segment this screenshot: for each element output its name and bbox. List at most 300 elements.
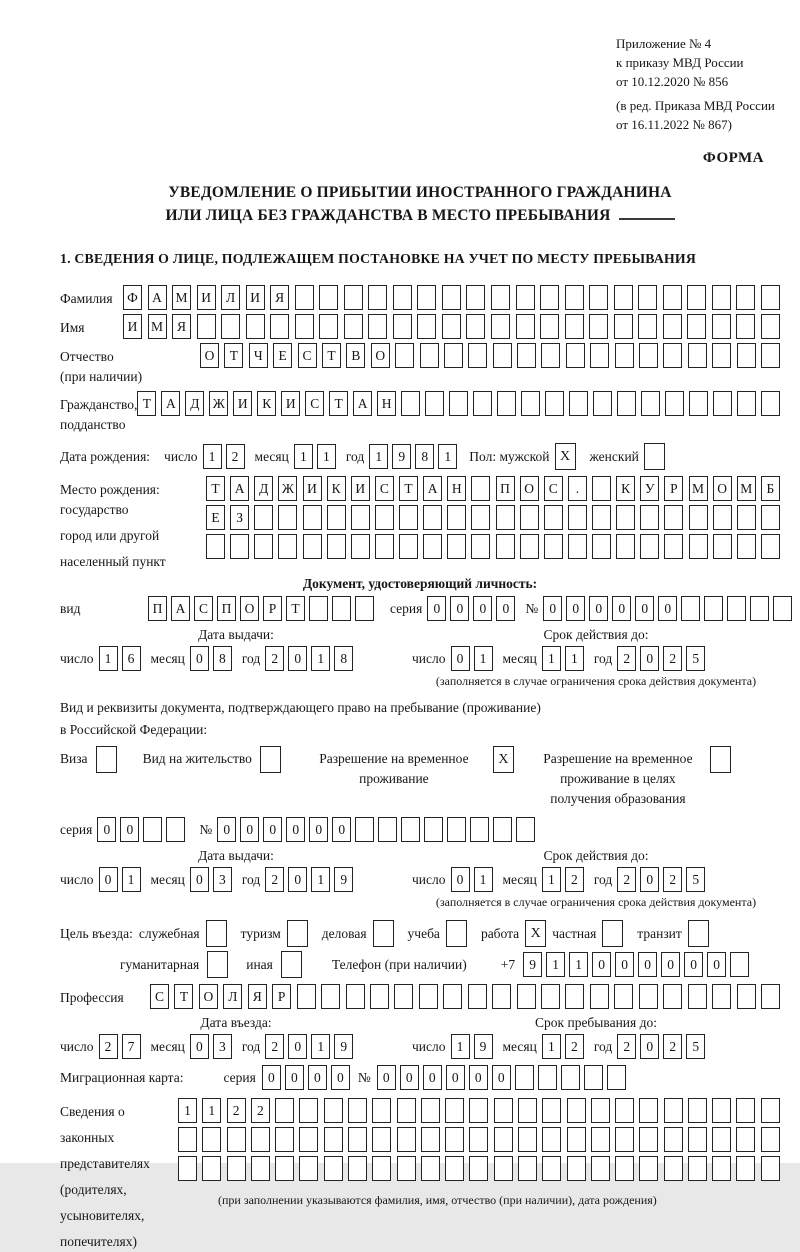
purpose-tourism-checkbox bbox=[287, 920, 308, 947]
expiry-date-title: Срок действия до: bbox=[543, 627, 649, 642]
char-cell bbox=[712, 984, 731, 1009]
char-cell bbox=[468, 343, 487, 368]
char-cell: 3 bbox=[213, 867, 232, 892]
birth-place-cells-row1 bbox=[206, 476, 780, 501]
permit-expiry-month-cells bbox=[542, 867, 584, 892]
char-cell: О bbox=[240, 596, 259, 621]
char-cell bbox=[638, 285, 657, 310]
char-cell bbox=[375, 534, 394, 559]
char-cell: 0 bbox=[707, 952, 726, 977]
male-checkbox bbox=[555, 443, 576, 470]
char-cell bbox=[712, 1098, 731, 1123]
char-cell: Е bbox=[273, 343, 292, 368]
char-cell bbox=[470, 817, 489, 842]
char-cell: X bbox=[555, 443, 576, 470]
char-cell bbox=[517, 984, 536, 1009]
char-cell: 1 bbox=[542, 867, 561, 892]
birth-date-label: Дата рождения: bbox=[60, 448, 151, 464]
char-cell bbox=[568, 505, 587, 530]
char-cell bbox=[589, 285, 608, 310]
char-cell bbox=[397, 1098, 416, 1123]
char-cell bbox=[689, 391, 708, 416]
char-cell: 0 bbox=[658, 596, 677, 621]
char-cell bbox=[496, 505, 515, 530]
char-cell: 3 bbox=[213, 1034, 232, 1059]
char-cell: 0 bbox=[615, 952, 634, 977]
char-cell bbox=[614, 285, 633, 310]
char-cell bbox=[207, 951, 228, 978]
permit-issue-month-cells bbox=[190, 867, 232, 892]
char-cell: Т bbox=[137, 391, 156, 416]
char-cell bbox=[591, 1156, 610, 1181]
char-cell bbox=[378, 817, 397, 842]
permit-expiry-day-cells bbox=[451, 867, 493, 892]
char-cell bbox=[730, 952, 749, 977]
char-cell bbox=[561, 1065, 580, 1090]
char-cell: О bbox=[199, 984, 218, 1009]
char-cell bbox=[281, 951, 302, 978]
char-cell: 5 bbox=[686, 646, 705, 671]
char-cell bbox=[761, 391, 780, 416]
char-cell bbox=[663, 285, 682, 310]
char-cell bbox=[497, 391, 516, 416]
char-cell: 1 bbox=[178, 1098, 197, 1123]
char-cell bbox=[351, 505, 370, 530]
char-cell bbox=[761, 343, 780, 368]
permit-issue-title: Дата выдачи: bbox=[198, 848, 274, 863]
entry-month-cells bbox=[190, 1034, 232, 1059]
char-cell: 0 bbox=[240, 817, 259, 842]
char-cell: 0 bbox=[640, 646, 659, 671]
char-cell bbox=[641, 391, 660, 416]
residence-doc-options bbox=[60, 745, 780, 809]
page-title bbox=[60, 181, 780, 227]
char-cell bbox=[713, 505, 732, 530]
char-cell: 6 bbox=[122, 646, 141, 671]
birth-place-cells-row2 bbox=[206, 505, 780, 530]
char-cell bbox=[544, 505, 563, 530]
char-cell bbox=[737, 391, 756, 416]
name-row bbox=[60, 314, 780, 339]
char-cell bbox=[689, 534, 708, 559]
char-cell bbox=[615, 1098, 634, 1123]
stay-month-cells bbox=[542, 1034, 584, 1059]
char-cell: С bbox=[544, 476, 563, 501]
char-cell: И bbox=[233, 391, 252, 416]
permit-series-cells bbox=[97, 817, 185, 842]
char-cell: П bbox=[496, 476, 515, 501]
char-cell: 0 bbox=[543, 596, 562, 621]
char-cell bbox=[444, 343, 463, 368]
purpose-transit-checkbox bbox=[688, 920, 709, 947]
char-cell: 2 bbox=[663, 646, 682, 671]
char-cell bbox=[590, 984, 609, 1009]
revision-line: (в ред. Приказа МВД России bbox=[616, 98, 775, 113]
char-cell bbox=[518, 1156, 537, 1181]
profession-cells bbox=[150, 984, 780, 1009]
char-cell bbox=[471, 505, 490, 530]
char-cell bbox=[494, 1127, 513, 1152]
expiry-month-cells bbox=[542, 646, 584, 671]
char-cell bbox=[614, 314, 633, 339]
residence-permit-checkbox bbox=[260, 746, 281, 773]
char-cell bbox=[689, 505, 708, 530]
char-cell bbox=[275, 1156, 294, 1181]
permit-issue-year-cells bbox=[265, 867, 353, 892]
char-cell bbox=[278, 534, 297, 559]
char-cell bbox=[736, 314, 755, 339]
title-line-1: УВЕДОМЛЕНИЕ О ПРИБЫТИИ ИНОСТРАННОГО ГРАЖДАНИНА bbox=[168, 184, 672, 201]
stay-until-title: Срок пребывания до: bbox=[535, 1015, 657, 1030]
char-cell: И bbox=[281, 391, 300, 416]
char-cell: Ч bbox=[249, 343, 268, 368]
char-cell bbox=[688, 1127, 707, 1152]
temp-permit-checkbox bbox=[493, 746, 514, 773]
char-cell: 0 bbox=[684, 952, 703, 977]
birth-place-cells-row3 bbox=[206, 534, 780, 559]
char-cell bbox=[681, 596, 700, 621]
char-cell bbox=[544, 534, 563, 559]
char-cell bbox=[640, 505, 659, 530]
char-cell bbox=[202, 1127, 221, 1152]
char-cell bbox=[736, 1098, 755, 1123]
char-cell bbox=[420, 343, 439, 368]
char-cell bbox=[227, 1156, 246, 1181]
char-cell bbox=[351, 534, 370, 559]
temp-permit-edu-option bbox=[534, 745, 731, 809]
char-cell bbox=[521, 391, 540, 416]
char-cell bbox=[372, 1098, 391, 1123]
char-cell: X bbox=[493, 746, 514, 773]
char-cell bbox=[221, 314, 240, 339]
char-cell bbox=[449, 391, 468, 416]
char-cell bbox=[761, 1098, 780, 1123]
char-cell bbox=[493, 343, 512, 368]
char-cell bbox=[639, 1098, 658, 1123]
char-cell: М bbox=[148, 314, 167, 339]
char-cell bbox=[568, 534, 587, 559]
char-cell bbox=[466, 314, 485, 339]
char-cell: 9 bbox=[334, 867, 353, 892]
char-cell bbox=[227, 1127, 246, 1152]
char-cell: 1 bbox=[474, 646, 493, 671]
char-cell bbox=[520, 534, 539, 559]
char-cell bbox=[687, 314, 706, 339]
char-cell bbox=[372, 1127, 391, 1152]
char-cell: 0 bbox=[400, 1065, 419, 1090]
char-cell bbox=[638, 314, 657, 339]
char-cell: П bbox=[148, 596, 167, 621]
char-cell: 1 bbox=[122, 867, 141, 892]
char-cell bbox=[309, 596, 328, 621]
char-cell bbox=[542, 1127, 561, 1152]
char-cell bbox=[516, 817, 535, 842]
char-cell bbox=[712, 314, 731, 339]
char-cell bbox=[445, 1156, 464, 1181]
char-cell bbox=[712, 1156, 731, 1181]
char-cell bbox=[567, 1098, 586, 1123]
char-cell bbox=[324, 1156, 343, 1181]
char-cell bbox=[591, 1098, 610, 1123]
char-cell bbox=[275, 1127, 294, 1152]
char-cell bbox=[299, 1098, 318, 1123]
char-cell bbox=[520, 505, 539, 530]
char-cell: 0 bbox=[661, 952, 680, 977]
char-cell: С bbox=[150, 984, 169, 1009]
char-cell bbox=[584, 1065, 603, 1090]
char-cell: А bbox=[171, 596, 190, 621]
issue-year-cells bbox=[265, 646, 353, 671]
entry-dates: Дата въезда: число 2 7 месяц 0 3 год 2 0 1 9 Срок пребывания до: число 1 9 месяц 1 2 год 2 0 2 5 bbox=[60, 1015, 780, 1059]
char-cell bbox=[664, 1127, 683, 1152]
char-cell bbox=[395, 343, 414, 368]
purpose-business-checkbox bbox=[373, 920, 394, 947]
char-cell: 2 bbox=[251, 1098, 270, 1123]
char-cell bbox=[737, 984, 756, 1009]
char-cell bbox=[445, 1098, 464, 1123]
char-cell: 0 bbox=[263, 817, 282, 842]
char-cell bbox=[592, 476, 611, 501]
citizenship-cells bbox=[137, 391, 780, 416]
char-cell: 1 bbox=[99, 646, 118, 671]
char-cell bbox=[491, 314, 510, 339]
char-cell: 1 bbox=[317, 444, 336, 469]
char-cell: Т bbox=[224, 343, 243, 368]
char-cell bbox=[761, 505, 780, 530]
char-cell: 5 bbox=[686, 1034, 705, 1059]
char-cell: О bbox=[371, 343, 390, 368]
char-cell: 0 bbox=[496, 596, 515, 621]
char-cell bbox=[516, 314, 535, 339]
char-cell: 1 bbox=[369, 444, 388, 469]
char-cell bbox=[303, 505, 322, 530]
expiry-note: (заполняется в случае ограничения срока действия документа) bbox=[435, 674, 757, 688]
char-cell bbox=[297, 984, 316, 1009]
char-cell bbox=[736, 1156, 755, 1181]
char-cell bbox=[494, 1098, 513, 1123]
char-cell: С bbox=[305, 391, 324, 416]
char-cell bbox=[542, 1156, 561, 1181]
char-cell: 1 bbox=[311, 646, 330, 671]
temp-permit-edu-label: Разрешение на временное проживание в целях получения образования bbox=[543, 751, 693, 806]
char-cell: 0 bbox=[288, 867, 307, 892]
char-cell bbox=[469, 1156, 488, 1181]
char-cell bbox=[496, 534, 515, 559]
char-cell: М bbox=[172, 285, 191, 310]
birth-date-row bbox=[60, 443, 780, 470]
char-cell bbox=[469, 1127, 488, 1152]
phone-label: Телефон (при наличии) bbox=[331, 956, 467, 972]
char-cell bbox=[324, 1098, 343, 1123]
surname-cells bbox=[123, 285, 780, 310]
phone-cells bbox=[523, 952, 749, 977]
char-cell bbox=[401, 391, 420, 416]
doc-type-label: вид bbox=[60, 600, 81, 616]
char-cell bbox=[518, 1098, 537, 1123]
char-cell: 0 bbox=[288, 1034, 307, 1059]
char-cell bbox=[565, 314, 584, 339]
char-cell bbox=[254, 534, 273, 559]
annex-line: к приказу МВД России bbox=[616, 55, 744, 70]
char-cell: 0 bbox=[309, 817, 328, 842]
annex-line: Приложение № 4 bbox=[616, 36, 712, 51]
stay-day-cells bbox=[451, 1034, 493, 1059]
char-cell: А bbox=[423, 476, 442, 501]
migration-card-label: Миграционная карта: bbox=[60, 1069, 184, 1085]
title-line-2: ИЛИ ЛИЦА БЕЗ ГРАЖДАНСТВА В МЕСТО ПРЕБЫВАНИЯ bbox=[60, 204, 780, 227]
char-cell bbox=[750, 596, 769, 621]
char-cell bbox=[639, 1127, 658, 1152]
char-cell: 8 bbox=[415, 444, 434, 469]
char-cell: 0 bbox=[97, 817, 116, 842]
char-cell: . bbox=[568, 476, 587, 501]
char-cell bbox=[332, 596, 351, 621]
permit-expiry-title: Срок действия до: bbox=[543, 848, 649, 863]
char-cell: 1 bbox=[294, 444, 313, 469]
char-cell: 9 bbox=[523, 952, 542, 977]
char-cell: О bbox=[713, 476, 732, 501]
char-cell: 1 bbox=[565, 646, 584, 671]
char-cell: Н bbox=[447, 476, 466, 501]
char-cell: Е bbox=[206, 505, 225, 530]
char-cell bbox=[616, 505, 635, 530]
char-cell: Я bbox=[248, 984, 267, 1009]
char-cell bbox=[178, 1127, 197, 1152]
char-cell bbox=[287, 920, 308, 947]
char-cell bbox=[399, 505, 418, 530]
permit-number-cells bbox=[217, 817, 535, 842]
char-cell bbox=[639, 984, 658, 1009]
char-cell bbox=[727, 596, 746, 621]
profession-label: Профессия bbox=[60, 990, 124, 1005]
char-cell bbox=[761, 285, 780, 310]
patronymic-cells bbox=[200, 343, 780, 368]
char-cell: 0 bbox=[190, 646, 209, 671]
char-cell bbox=[324, 1127, 343, 1152]
char-cell bbox=[664, 1098, 683, 1123]
char-cell: Я bbox=[172, 314, 191, 339]
char-cell bbox=[538, 1065, 557, 1090]
char-cell bbox=[447, 817, 466, 842]
birth-place-label: Место рождения: государство город или другой населенный пункт bbox=[60, 482, 166, 569]
purpose-label: Цель въезда: bbox=[60, 925, 133, 941]
char-cell: 1 bbox=[569, 952, 588, 977]
char-cell: X bbox=[525, 920, 546, 947]
expiry-year-cells bbox=[617, 646, 705, 671]
issue-date-title: Дата выдачи: bbox=[198, 627, 274, 642]
char-cell: 2 bbox=[565, 1034, 584, 1059]
permit-expiry-note: (заполняется в случае ограничения срока действия документа) bbox=[435, 895, 757, 909]
char-cell: 0 bbox=[592, 952, 611, 977]
char-cell bbox=[737, 343, 756, 368]
temp-permit-edu-checkbox bbox=[710, 746, 731, 773]
char-cell: 0 bbox=[612, 596, 631, 621]
char-cell bbox=[421, 1098, 440, 1123]
char-cell bbox=[446, 920, 467, 947]
char-cell bbox=[737, 505, 756, 530]
char-cell bbox=[260, 746, 281, 773]
char-cell: 0 bbox=[640, 1034, 659, 1059]
char-cell: Л bbox=[223, 984, 242, 1009]
char-cell bbox=[665, 391, 684, 416]
char-cell bbox=[518, 1127, 537, 1152]
residence-doc-intro: Вид и реквизиты документа, подтверждающего право на пребывание (проживание) в Российской Федерации: bbox=[60, 700, 541, 737]
number-label: № bbox=[525, 600, 539, 616]
char-cell: 2 bbox=[265, 646, 284, 671]
char-cell bbox=[319, 285, 338, 310]
char-cell: 2 bbox=[617, 1034, 636, 1059]
purpose-other-checkbox bbox=[281, 951, 302, 978]
doc-type-cells bbox=[148, 596, 374, 621]
char-cell bbox=[704, 596, 723, 621]
char-cell bbox=[592, 505, 611, 530]
char-cell bbox=[687, 285, 706, 310]
permit-expiry-year-cells bbox=[617, 867, 705, 892]
char-cell: Т bbox=[206, 476, 225, 501]
char-cell bbox=[761, 1127, 780, 1152]
char-cell: 1 bbox=[451, 1034, 470, 1059]
char-cell: З bbox=[230, 505, 249, 530]
section-1-heading: 1. СВЕДЕНИЯ О ЛИЦЕ, ПОДЛЕЖАЩЕМ ПОСТАНОВКЕ НА УЧЕТ ПО МЕСТУ ПРЕБЫВАНИЯ bbox=[60, 251, 697, 266]
char-cell: М bbox=[689, 476, 708, 501]
phone-prefix: +7 bbox=[500, 956, 516, 972]
char-cell: 0 bbox=[99, 867, 118, 892]
char-cell: 9 bbox=[392, 444, 411, 469]
char-cell: 2 bbox=[227, 1098, 246, 1123]
char-cell: 0 bbox=[589, 596, 608, 621]
char-cell: 0 bbox=[638, 952, 657, 977]
char-cell bbox=[417, 285, 436, 310]
char-cell: А bbox=[230, 476, 249, 501]
identity-doc-heading: Документ, удостоверяющий личность: bbox=[302, 576, 538, 591]
char-cell bbox=[688, 343, 707, 368]
char-cell bbox=[493, 817, 512, 842]
char-cell bbox=[327, 505, 346, 530]
profession-row bbox=[60, 984, 780, 1009]
day-label: число bbox=[164, 448, 198, 464]
char-cell bbox=[447, 534, 466, 559]
char-cell bbox=[443, 984, 462, 1009]
char-cell bbox=[688, 984, 707, 1009]
name-cells bbox=[123, 314, 780, 339]
char-cell: 5 bbox=[686, 867, 705, 892]
char-cell bbox=[592, 534, 611, 559]
char-cell bbox=[589, 314, 608, 339]
char-cell: К bbox=[616, 476, 635, 501]
char-cell: О bbox=[200, 343, 219, 368]
char-cell bbox=[688, 920, 709, 947]
char-cell: 1 bbox=[438, 444, 457, 469]
stay-year-cells bbox=[617, 1034, 705, 1059]
char-cell: 2 bbox=[99, 1034, 118, 1059]
revision-line: от 16.11.2022 № 867) bbox=[616, 117, 733, 132]
char-cell: 2 bbox=[617, 646, 636, 671]
char-cell bbox=[344, 314, 363, 339]
char-cell: 9 bbox=[334, 1034, 353, 1059]
char-cell bbox=[616, 534, 635, 559]
char-cell: И bbox=[303, 476, 322, 501]
char-cell bbox=[417, 314, 436, 339]
char-cell: 0 bbox=[120, 817, 139, 842]
char-cell bbox=[346, 984, 365, 1009]
char-cell bbox=[348, 1127, 367, 1152]
doc-series-cells bbox=[427, 596, 515, 621]
char-cell: И bbox=[123, 314, 142, 339]
char-cell bbox=[442, 285, 461, 310]
char-cell: В bbox=[346, 343, 365, 368]
char-cell: 2 bbox=[617, 867, 636, 892]
surname-row bbox=[60, 285, 780, 310]
